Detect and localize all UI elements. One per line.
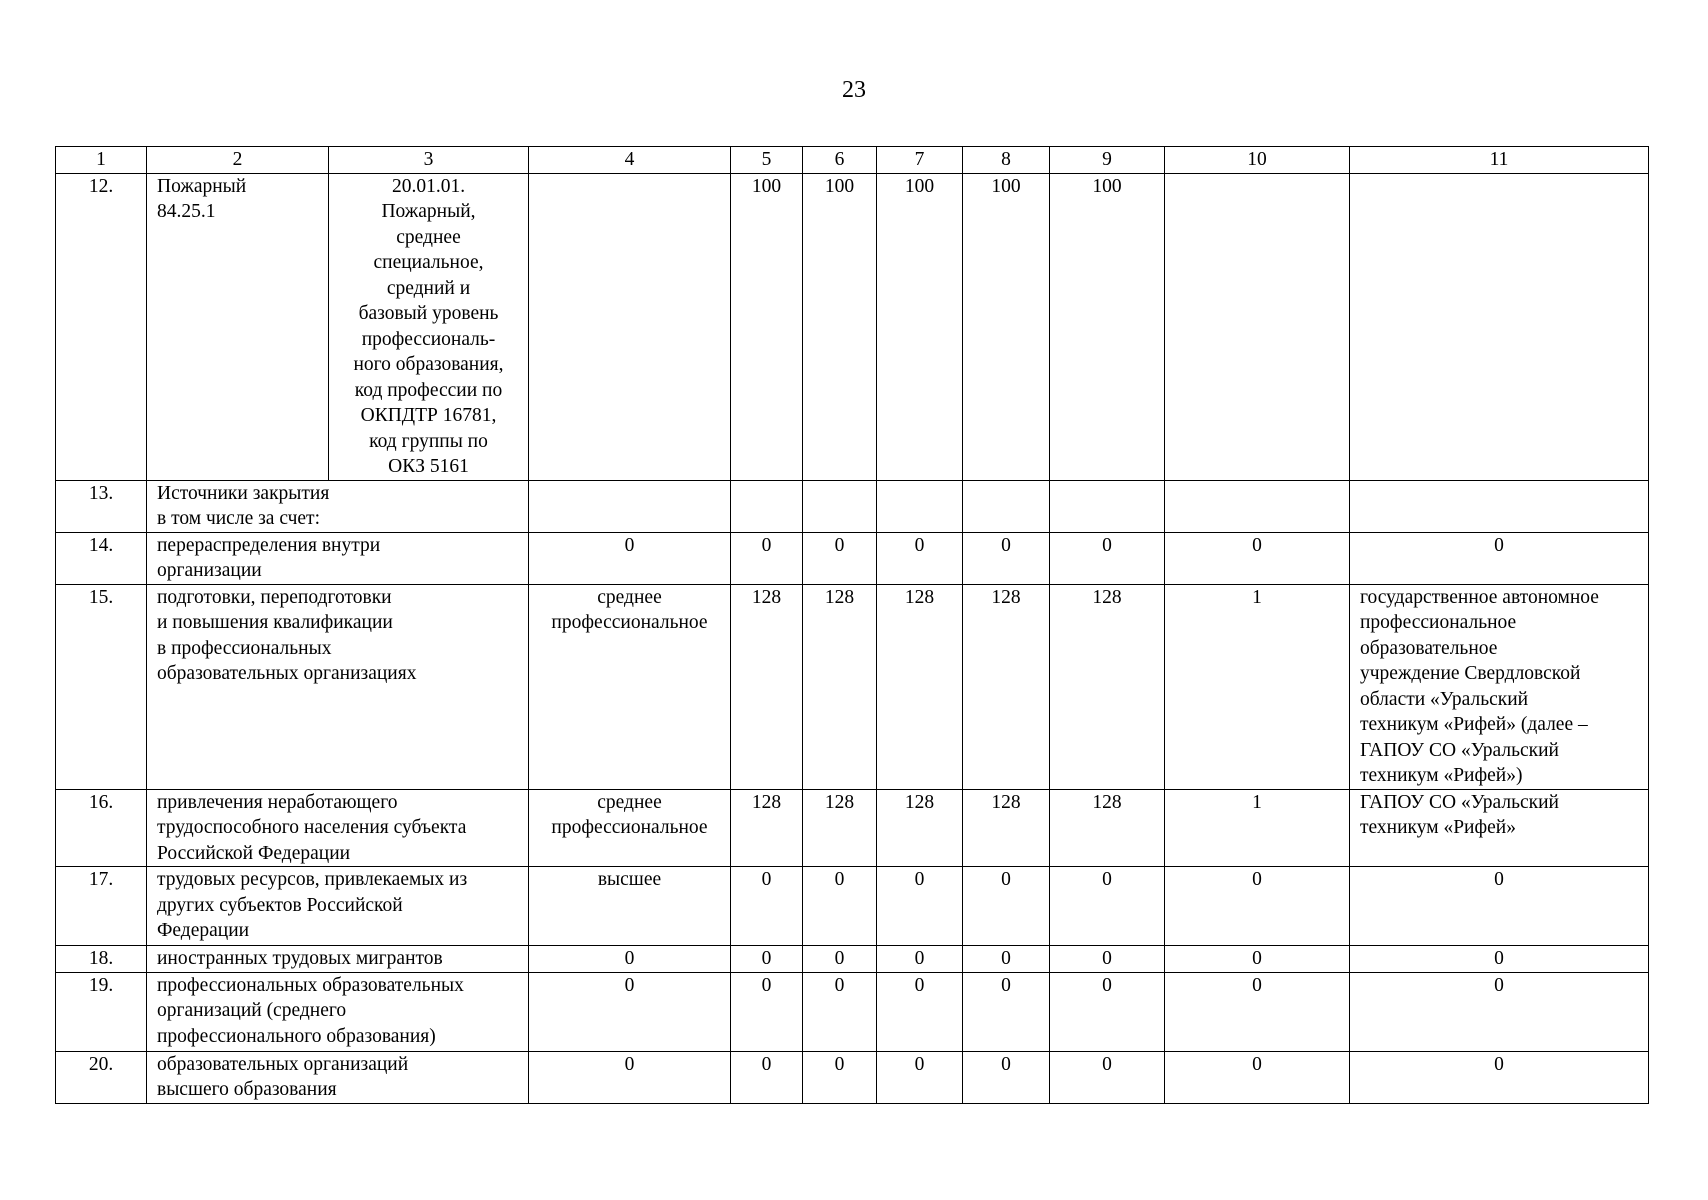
source-name: привлечения неработающего трудоспособного населения субъекта Российской Федерации <box>147 789 529 867</box>
cell-col10: 1 <box>1165 789 1350 867</box>
specialty-description: 20.01.01. Пожарный, среднее специальное, средний и базовый уровень профессиональ- ного образования, код профессии по ОКПДТР 16781, код группы по ОКЗ 5161 <box>329 173 529 480</box>
cell-col6: 128 <box>803 789 877 867</box>
cell-col9: 0 <box>1050 1051 1165 1103</box>
cell-col9: 0 <box>1050 867 1165 946</box>
page-number: 23 <box>842 77 866 103</box>
header-cell: 6 <box>803 147 877 174</box>
source-name: профессиональных образовательных организаций (среднего профессионального образования) <box>147 972 529 1051</box>
cell-col6: 0 <box>803 532 877 584</box>
cell-col10: 0 <box>1165 972 1350 1051</box>
table-row <box>56 584 1649 789</box>
cell-col5 <box>731 480 803 532</box>
cell-col5: 100 <box>731 173 803 480</box>
cell-col8 <box>963 480 1050 532</box>
header-cell: 3 <box>329 147 529 174</box>
cell-col8: 128 <box>963 789 1050 867</box>
cell-col9: 0 <box>1050 946 1165 973</box>
source-name: подготовки, переподготовки и повышения квалификации в профессиональных образовательных организациях <box>147 584 529 789</box>
cell-col10: 1 <box>1165 584 1350 789</box>
row-number: 18. <box>56 946 147 973</box>
cell-col9 <box>1050 480 1165 532</box>
cell-col10: 0 <box>1165 867 1350 946</box>
cell-col5: 0 <box>731 867 803 946</box>
cell-col6: 0 <box>803 946 877 973</box>
header-cell: 4 <box>529 147 731 174</box>
cell-col9: 0 <box>1050 532 1165 584</box>
cell-col7: 0 <box>877 532 963 584</box>
table-row <box>56 480 1649 532</box>
table-row <box>56 946 1649 973</box>
cell-col4: 0 <box>529 946 731 973</box>
header-cell: 7 <box>877 147 963 174</box>
cell-col7: 0 <box>877 946 963 973</box>
cell-col11: 0 <box>1350 532 1649 584</box>
cell-col11: 0 <box>1350 1051 1649 1103</box>
cell-col7: 0 <box>877 867 963 946</box>
row-number: 15. <box>56 584 147 789</box>
cell-col4 <box>529 173 731 480</box>
source-name: иностранных трудовых мигрантов <box>147 946 529 973</box>
row-number: 20. <box>56 1051 147 1103</box>
cell-col11: ГАПОУ СО «Уральский техникум «Рифей» <box>1350 789 1649 867</box>
cell-col8: 0 <box>963 532 1050 584</box>
table-row <box>56 173 1649 480</box>
header-cell: 9 <box>1050 147 1165 174</box>
header-cell: 8 <box>963 147 1050 174</box>
cell-col11: 0 <box>1350 867 1649 946</box>
cell-col5: 0 <box>731 1051 803 1103</box>
table-row <box>56 1051 1649 1103</box>
cell-col8: 0 <box>963 867 1050 946</box>
cell-col4: среднее профессиональное <box>529 584 731 789</box>
cell-col11: 0 <box>1350 946 1649 973</box>
row-number: 19. <box>56 972 147 1051</box>
row-number: 17. <box>56 867 147 946</box>
table-row <box>56 867 1649 946</box>
cell-col10 <box>1165 173 1350 480</box>
cell-col4 <box>529 480 731 532</box>
column-numbers-row <box>56 147 1649 174</box>
cell-col8: 0 <box>963 1051 1050 1103</box>
cell-col4: высшее <box>529 867 731 946</box>
cell-col9: 0 <box>1050 972 1165 1051</box>
cell-col6: 100 <box>803 173 877 480</box>
header-cell: 5 <box>731 147 803 174</box>
cell-col4: среднее профессиональное <box>529 789 731 867</box>
cell-col6: 128 <box>803 584 877 789</box>
header-cell: 10 <box>1165 147 1350 174</box>
cell-col11: 0 <box>1350 972 1649 1051</box>
source-name: трудовых ресурсов, привлекаемых из других субъектов Российской Федерации <box>147 867 529 946</box>
cell-col4: 0 <box>529 532 731 584</box>
cell-col7: 0 <box>877 972 963 1051</box>
cell-col10: 0 <box>1165 946 1350 973</box>
cell-col5: 0 <box>731 532 803 584</box>
cell-col10: 0 <box>1165 532 1350 584</box>
header-cell: 1 <box>56 147 147 174</box>
cell-col10: 0 <box>1165 1051 1350 1103</box>
table-row <box>56 972 1649 1051</box>
profession-name: Пожарный 84.25.1 <box>147 173 329 480</box>
cell-col7: 128 <box>877 584 963 789</box>
cell-col8: 100 <box>963 173 1050 480</box>
table-row <box>56 532 1649 584</box>
cell-col11 <box>1350 480 1649 532</box>
cell-col9: 128 <box>1050 584 1165 789</box>
header-cell: 2 <box>147 147 329 174</box>
row-number: 13. <box>56 480 147 532</box>
cell-col5: 0 <box>731 946 803 973</box>
cell-col7 <box>877 480 963 532</box>
source-name: перераспределения внутри организации <box>147 532 529 584</box>
cell-col8: 128 <box>963 584 1050 789</box>
header-cell: 11 <box>1350 147 1649 174</box>
cell-col7: 0 <box>877 1051 963 1103</box>
cell-col5: 0 <box>731 972 803 1051</box>
cell-col9: 100 <box>1050 173 1165 480</box>
cell-col5: 128 <box>731 789 803 867</box>
data-table <box>55 146 1649 1104</box>
cell-col5: 128 <box>731 584 803 789</box>
cell-col6 <box>803 480 877 532</box>
row-number: 12. <box>56 173 147 480</box>
cell-col10 <box>1165 480 1350 532</box>
cell-col7: 128 <box>877 789 963 867</box>
row-number: 16. <box>56 789 147 867</box>
cell-col4: 0 <box>529 1051 731 1103</box>
cell-col8: 0 <box>963 972 1050 1051</box>
cell-col9: 128 <box>1050 789 1165 867</box>
cell-col4: 0 <box>529 972 731 1051</box>
source-name: Источники закрытия в том числе за счет: <box>147 480 529 532</box>
source-name: образовательных организаций высшего образования <box>147 1051 529 1103</box>
cell-col11: государственное автономное профессиональное образовательное учреждение Свердловской области «Уральский техникум «Рифей» (далее – ГАПОУ СО «Уральский техникум «Рифей») <box>1350 584 1649 789</box>
table-row <box>56 789 1649 867</box>
cell-col6: 0 <box>803 972 877 1051</box>
row-number: 14. <box>56 532 147 584</box>
cell-col6: 0 <box>803 1051 877 1103</box>
cell-col6: 0 <box>803 867 877 946</box>
cell-col11 <box>1350 173 1649 480</box>
cell-col7: 100 <box>877 173 963 480</box>
cell-col8: 0 <box>963 946 1050 973</box>
